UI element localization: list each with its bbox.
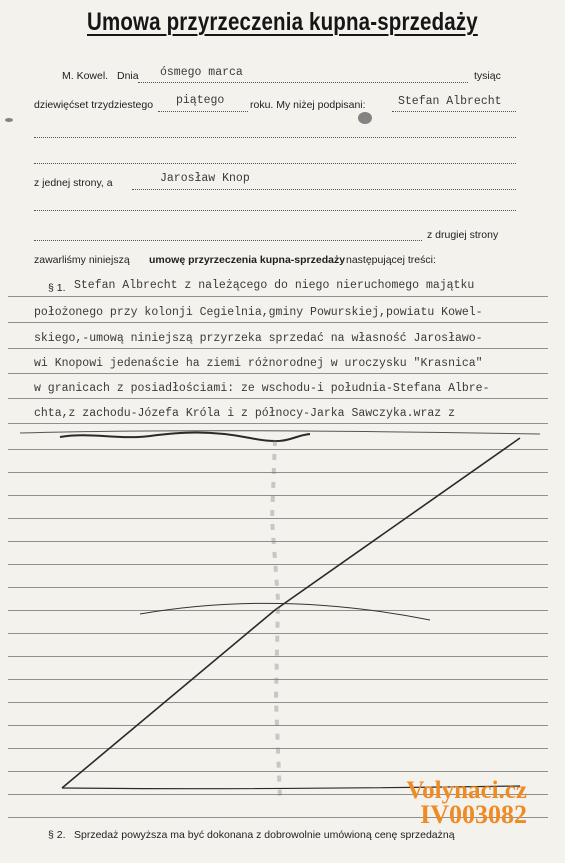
section-1-marker: § 1. [48,282,66,294]
section-1-line: wi Knopowi jedenaście ha ziemi różnorodnej w uroczysku "Krasnica" [34,357,483,370]
ink-stain [5,118,13,122]
party2-typed-name: Jarosław Knop [160,172,250,185]
section-2-text: Sprzedaż powyższa ma być dokonana z dobrowolnie umówioną cenę sprzedażną [74,829,455,841]
ink-stain [358,112,372,124]
second-party-label: z drugiej strony [427,229,499,241]
date-label: Dnia [117,70,139,82]
section-1-line: w granicach z posiadłościami: ze wschodu-i południa-Stefana Albre- [34,382,490,395]
signatories-label: roku. My niżej podpisani: [250,99,366,111]
agreement-type-bold: umowę przyrzeczenia kupna-sprzedaży [149,254,346,266]
diagonal-cancel-line [62,438,520,788]
section-2-marker: § 2. [48,829,66,841]
section-1-line: chta,z zachodu-Józefa Króla i z północy-Jarka Sawczyka.wraz z [34,407,455,420]
year-typed-value: piątego [176,94,225,107]
fold-crease [272,440,280,800]
place-label: M. Kowel. [62,70,109,82]
first-party-label: z jednej strony, a [34,177,113,189]
party1-typed-name: Stefan Albrecht [398,95,502,108]
pen-stroke [20,431,540,434]
section-1-line: położonego przy kolonji Cegielnia,gminy Powurskiej,powiatu Kowel- [34,306,483,319]
watermark-id: IV003082 [420,800,527,829]
section-1-line: skiego,-umową niniejszą przyrzeka sprzedać na własność Jarosławo- [34,332,483,345]
handwritten-scribble [60,433,310,442]
watermark-site: Volynaci.cz [406,777,527,804]
date-typed-value: ósmego marca [160,66,243,79]
year-prefix-text: dziewięćset trzydziestego [34,99,154,111]
document-title: Umowa przyrzeczenia kupna-sprzedaży [87,8,478,36]
curved-pen-stroke [140,603,430,620]
agreement-intro-suffix: następującej treści: [346,254,436,266]
agreement-intro-prefix: zawarliśmy niniejszą [34,254,130,266]
section-1-line: Stefan Albrecht z należącego do niego nieruchomego majątku [74,279,475,292]
year-prefix-label: tysiąc [474,70,501,82]
